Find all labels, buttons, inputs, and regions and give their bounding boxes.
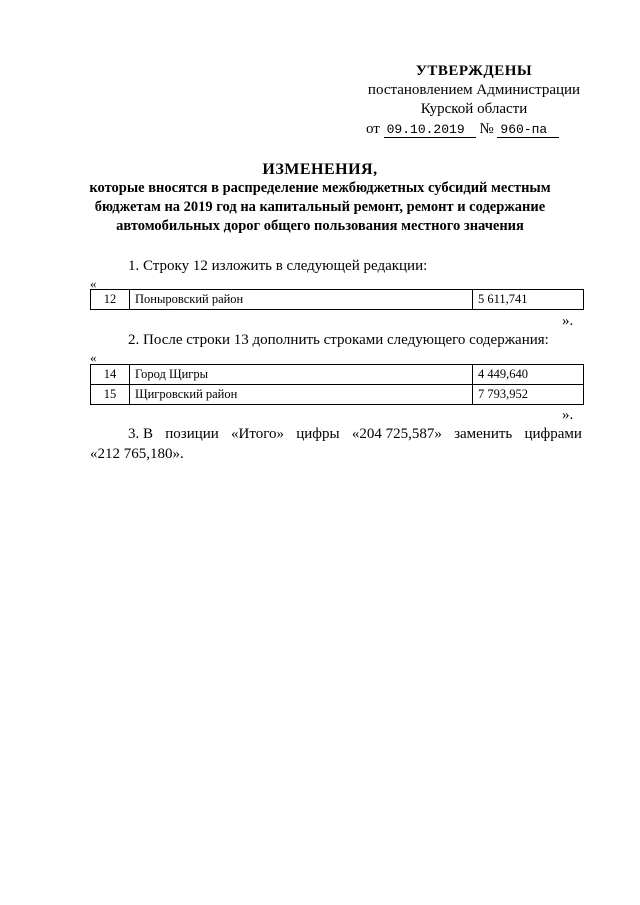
approval-region: Курской области [420, 101, 528, 117]
row-district: Щигровский район [130, 385, 473, 405]
date-prefix: от [366, 121, 380, 137]
heading-title: ИЗМЕНЕНИЯ, [262, 161, 378, 178]
approval-number: 960-па [497, 122, 559, 138]
table-row [91, 290, 584, 310]
approval-authority: постановлением Администрации [367, 82, 581, 98]
item-3-text [90, 424, 582, 464]
item-3-line-2: «212 765,180». [90, 446, 184, 462]
item-2-table [90, 364, 584, 405]
row-district: Город Щигры [130, 365, 473, 385]
item-2-open-quote: « [90, 350, 97, 365]
heading-line-1: которые вносятся в распределение межбюджетных субсидий местным [89, 180, 551, 196]
table-row [91, 385, 584, 405]
row-value: 5 611,741 [473, 290, 584, 310]
document-heading [60, 160, 580, 236]
item-1-table [90, 289, 584, 310]
row-number: 15 [91, 385, 130, 405]
item-3-line-1: 3. В позиции «Итого» цифры «204 725,587» заменить цифрами [128, 426, 582, 442]
approval-date-line [366, 120, 582, 139]
number-prefix: № [479, 121, 494, 137]
heading-line-3: автомобильных дорог общего пользования местного значения [116, 218, 524, 234]
item-1-open-quote: « [90, 276, 97, 291]
item-2-text: 2. После строки 13 дополнить строками следующего содержания: [128, 332, 549, 348]
item-2-close-quote: ». [562, 407, 574, 423]
row-value: 4 449,640 [473, 365, 584, 385]
row-district: Поныровский район [130, 290, 473, 310]
row-number: 12 [91, 290, 130, 310]
table-row [91, 365, 584, 385]
item-1-close-quote: ». [562, 313, 574, 329]
row-value: 7 793,952 [473, 385, 584, 405]
approval-date: 09.10.2019 [384, 122, 476, 138]
row-number: 14 [91, 365, 130, 385]
item-1-text: 1. Строку 12 изложить в следующей редакции: [128, 258, 428, 274]
heading-line-2: бюджетам на 2019 год на капитальный ремонт, ремонт и содержание [94, 199, 546, 215]
approval-title: УТВЕРЖДЕНЫ [415, 63, 533, 79]
approval-block [366, 62, 582, 139]
